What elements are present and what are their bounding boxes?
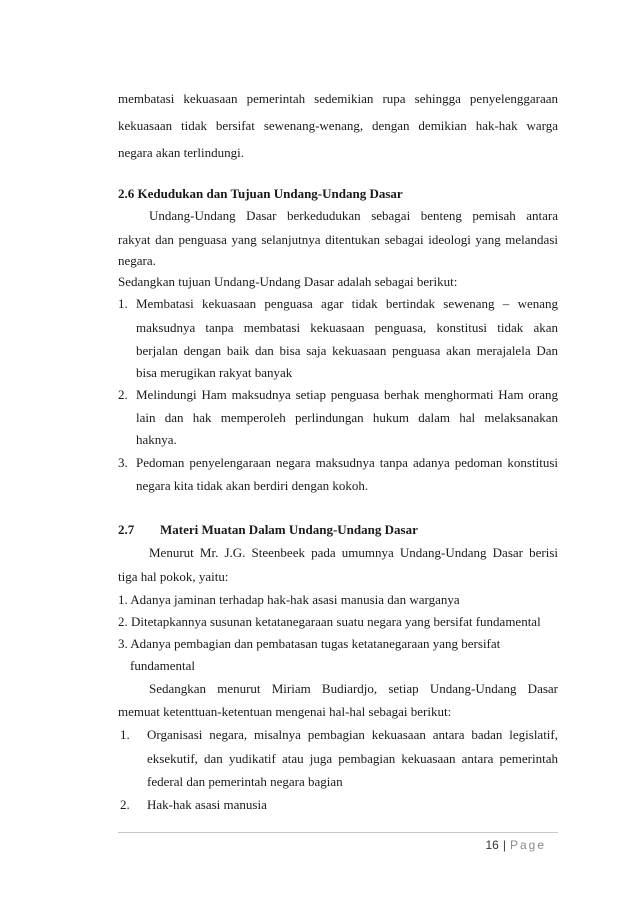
- paragraph-line: Sedangkan menurut Miriam Budiardjo, setiap Undang-Undang Dasar: [149, 681, 558, 696]
- section-heading: Materi Muatan Dalam Undang-Undang Dasar: [160, 522, 418, 537]
- list-item-line: negara kita tidak akan berdiri dengan kokoh.: [136, 478, 369, 493]
- list-item-line: fundamental: [130, 658, 195, 673]
- paragraph-line: Menurut Mr. J.G. Steenbeek pada umumnya Undang-Undang Dasar berisi: [149, 545, 558, 560]
- list-item-line: 1. Adanya jaminan terhadap hak-hak asasi manusia dan warganya: [118, 592, 460, 607]
- list-item-line: Pedoman penyelengaraan negara maksudnya tanpa adanya pedoman konstitusi: [136, 455, 558, 470]
- footer-separator: |: [502, 838, 506, 852]
- list-item-line: 3. Adanya pembagian dan pembatasan tugas ketatanegaraan yang bersifat: [118, 636, 501, 651]
- paragraph-line: rakyat dan penguasa yang selanjutnya ditentukan sebagai ideologi yang melandasi: [118, 232, 558, 247]
- paragraph-line: Sedangkan tujuan Undang-Undang Dasar adalah sebagai berikut:: [118, 274, 458, 289]
- list-number: 3.: [118, 455, 128, 470]
- paragraph-line: Undang-Undang Dasar berkedudukan sebagai benteng pemisah antara: [149, 208, 558, 223]
- paragraph-line: negara akan terlindungi.: [118, 145, 244, 160]
- list-number: 2.: [120, 797, 130, 812]
- paragraph-line: negara.: [118, 253, 156, 268]
- page-footer: [485, 838, 546, 852]
- section-number: 2.7: [118, 522, 135, 537]
- list-number: 1.: [120, 727, 130, 742]
- footer-divider: [118, 832, 558, 833]
- list-item-line: maksudnya tanpa membatasi kekuasaan penguasa, konstitusi tidak akan: [136, 320, 558, 335]
- paragraph-line: tiga hal pokok, yaitu:: [118, 569, 229, 584]
- list-item-line: Hak-hak asasi manusia: [147, 797, 267, 812]
- list-item-line: federal dan pemerintah negara bagian: [147, 774, 343, 789]
- list-number: 2.: [118, 387, 128, 402]
- list-item-line: Membatasi kekuasaan penguasa agar tidak bertindak sewenang – wenang: [136, 296, 558, 311]
- paragraph-line: kekuasaan tidak bersifat sewenang-wenang, dengan demikian hak-hak warga: [118, 118, 558, 133]
- list-item-line: haknya.: [136, 432, 177, 447]
- list-item-line: Melindungi Ham maksudnya setiap penguasa berhak menghormati Ham orang: [136, 387, 558, 402]
- list-number: 1.: [118, 296, 128, 311]
- list-item-line: bisa merugikan rakyat banyak: [136, 365, 293, 380]
- paragraph-line: memuat ketenttuan-ketentuan mengenai hal-hal sebagai berikut:: [118, 704, 452, 719]
- list-item-line: eksekutif, dan yudikatif atau juga pembagian kekuasaan antara pemerintah: [147, 751, 558, 766]
- list-item-line: berjalan dengan baik dan bisa saja kekuasaan penguasa akan merajalela Dan: [136, 343, 558, 358]
- page-label: Page: [509, 838, 546, 852]
- list-item-line: lain dan hak memperoleh perlindungan hukum dalam hal melaksanakan: [136, 410, 558, 425]
- section-heading: 2.6 Kedudukan dan Tujuan Undang-Undang Dasar: [118, 186, 403, 201]
- list-item-line: 2. Ditetapkannya susunan ketatanegaraan suatu negara yang bersifat fundamental: [118, 614, 541, 629]
- page-number: 16: [485, 838, 499, 852]
- paragraph-line: membatasi kekuasaan pemerintah sedemikian rupa sehingga penyelenggaraan: [118, 91, 558, 106]
- list-item-line: Organisasi negara, misalnya pembagian kekuasaan antara badan legislatif,: [147, 727, 558, 742]
